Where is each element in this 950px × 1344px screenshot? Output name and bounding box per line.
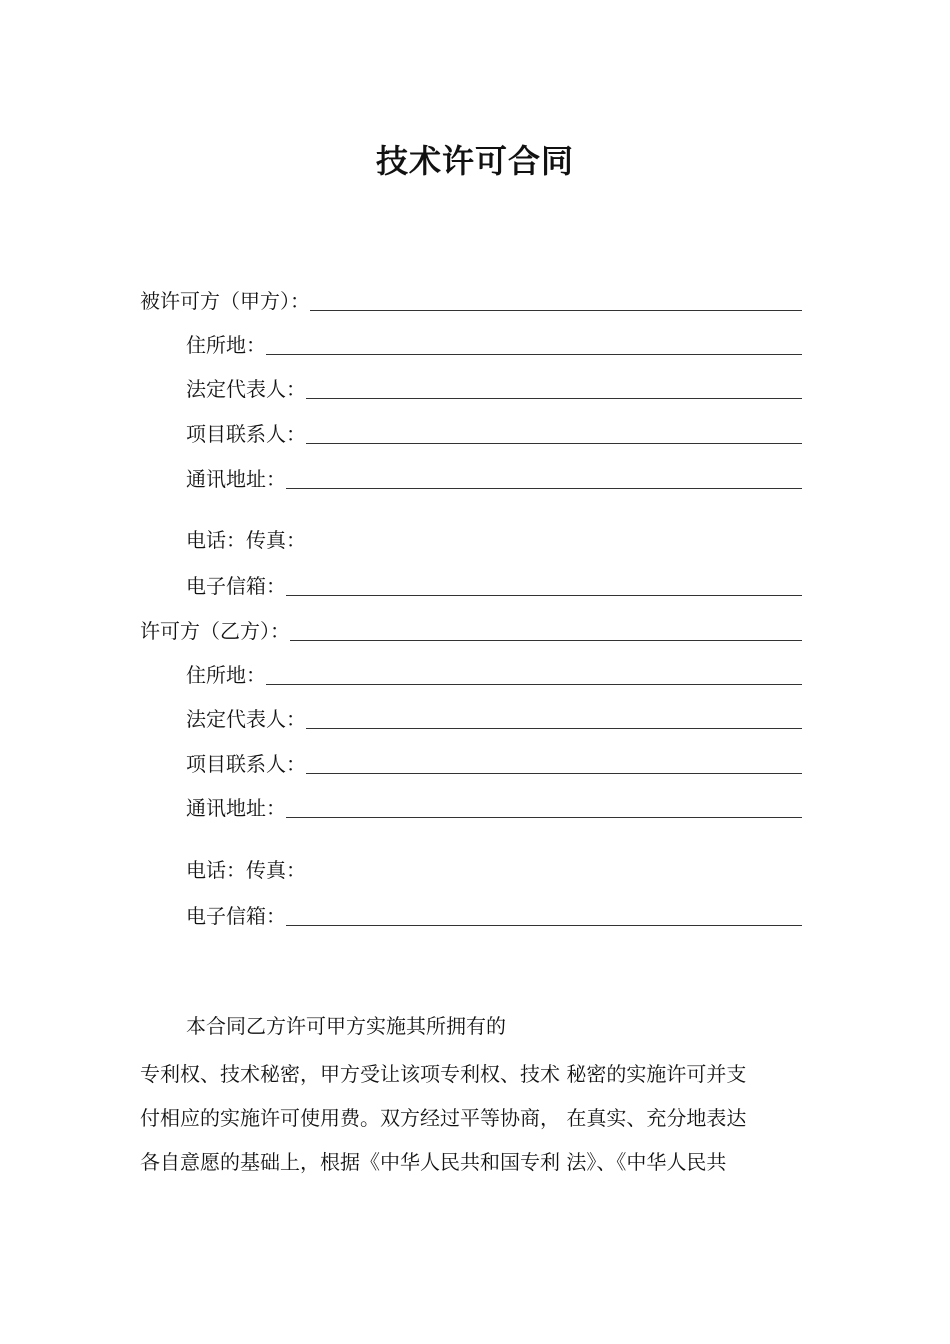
party-b-heading-blank[interactable] xyxy=(290,639,802,641)
party-a-email-label: 电子信箱： xyxy=(186,574,286,598)
party-a-email-blank[interactable] xyxy=(286,594,802,596)
party-a-mail-address-label: 通讯地址： xyxy=(186,467,286,491)
party-b-email-label: 电子信箱： xyxy=(186,904,286,928)
party-b-legal-rep-blank[interactable] xyxy=(306,727,802,729)
party-a-heading-field[interactable] xyxy=(140,284,802,314)
party-b-legal-rep-label: 法定代表人： xyxy=(186,707,306,731)
party-a-legal-rep-field[interactable] xyxy=(186,372,802,402)
party-b-contact-label: 项目联系人： xyxy=(186,752,306,776)
party-b-mail-address-blank[interactable] xyxy=(286,816,802,818)
party-a-address-field[interactable] xyxy=(186,328,802,358)
party-a-contact-field[interactable] xyxy=(186,417,802,447)
party-a-address-blank[interactable] xyxy=(266,353,802,355)
party-b-email-blank[interactable] xyxy=(286,924,802,926)
party-b-heading-field[interactable] xyxy=(140,614,802,644)
party-b-address-label: 住所地： xyxy=(186,663,266,687)
party-b-address-blank[interactable] xyxy=(266,683,802,685)
party-b-legal-rep-field[interactable] xyxy=(186,702,802,732)
party-a-legal-rep-blank[interactable] xyxy=(306,397,802,399)
party-a-mail-address-field[interactable] xyxy=(186,462,802,492)
party-a-heading-label: 被许可方（甲方）： xyxy=(140,289,310,313)
document-title: 技术许可合同 xyxy=(375,142,574,180)
party-a-contact-label: 项目联系人： xyxy=(186,422,306,446)
party-b-mail-address-label: 通讯地址： xyxy=(186,796,286,820)
party-b-email-field[interactable] xyxy=(186,899,802,929)
body-line-3: 付相应的实施许可使用费。双方经过平等协商， 在真实、充分地表达 xyxy=(140,1106,747,1130)
party-b-address-field[interactable] xyxy=(186,658,802,688)
party-b-contact-field[interactable] xyxy=(186,747,802,777)
body-line-1: 本合同乙方许可甲方实施其所拥有的 xyxy=(186,1014,506,1038)
party-b-contact-blank[interactable] xyxy=(306,772,802,774)
body-line-2: 专利权、技术秘密，甲方受让该项专利权、技术 秘密的实施许可并支 xyxy=(140,1062,747,1086)
party-a-phone-fax: 电话：传真： xyxy=(186,528,306,552)
party-b-mail-address-field[interactable] xyxy=(186,791,802,821)
party-a-mail-address-blank[interactable] xyxy=(286,487,802,489)
body-line-4: 各自意愿的基础上，根据《中华人民共和国专利 法》、《中华人民共 xyxy=(140,1150,727,1174)
party-a-email-field[interactable] xyxy=(186,569,802,599)
party-a-contact-blank[interactable] xyxy=(306,442,802,444)
party-a-legal-rep-label: 法定代表人： xyxy=(186,377,306,401)
party-a-address-label: 住所地： xyxy=(186,333,266,357)
party-b-phone-fax: 电话：传真： xyxy=(186,858,306,882)
party-b-heading-label: 许可方（乙方）： xyxy=(140,619,290,643)
party-a-heading-blank[interactable] xyxy=(310,309,802,311)
